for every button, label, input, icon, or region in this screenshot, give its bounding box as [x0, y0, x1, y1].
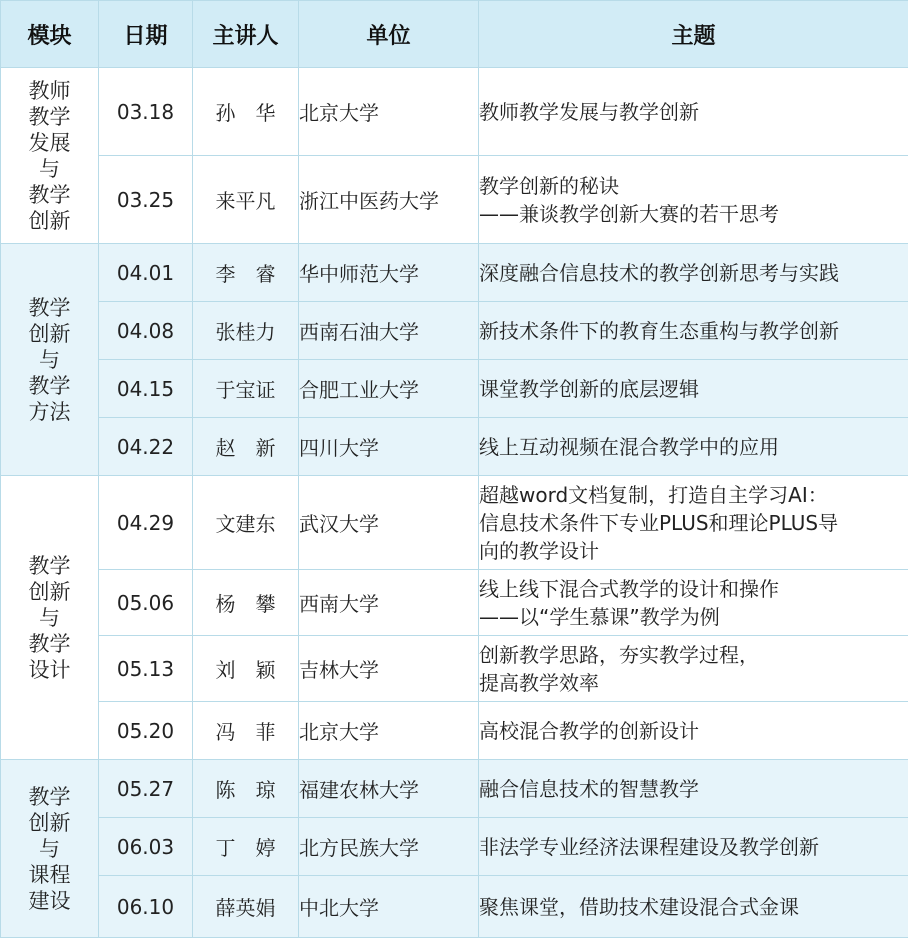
- date-cell: 04.08: [99, 302, 193, 360]
- module-name-line: 与: [1, 605, 98, 631]
- topic-cell: [479, 570, 908, 636]
- topic-cell: [479, 636, 908, 702]
- table-row: [1, 302, 908, 360]
- module-name-line: 与: [1, 347, 98, 373]
- module-name-line: 与: [1, 156, 98, 182]
- date-cell: 05.20: [99, 702, 193, 760]
- topic-line: 教师教学发展与教学创新: [479, 98, 908, 126]
- date-cell: 05.27: [99, 760, 193, 818]
- module-cell: [1, 476, 99, 760]
- topic-cell: [479, 760, 908, 818]
- module-name-line: 方法: [1, 399, 98, 425]
- speaker-cell: 丁 婷: [193, 818, 299, 876]
- topic-cell: [479, 476, 908, 570]
- date-cell: 04.29: [99, 476, 193, 570]
- topic-line: 融合信息技术的智慧教学: [479, 775, 908, 803]
- module-name-line: 教学: [1, 104, 98, 130]
- module-name-line: 教学: [1, 182, 98, 208]
- unit-cell: 北方民族大学: [299, 818, 479, 876]
- topic-cell: [479, 360, 908, 418]
- date-cell: 03.18: [99, 68, 193, 156]
- topic-line: 提高教学效率: [479, 669, 908, 697]
- module-name-line: 教学: [1, 295, 98, 321]
- table-row: [1, 360, 908, 418]
- module-name-line: 教师: [1, 78, 98, 104]
- table-row: [1, 418, 908, 476]
- unit-cell: 福建农林大学: [299, 760, 479, 818]
- speaker-cell: 李 睿: [193, 244, 299, 302]
- module-name-line: 教学: [1, 631, 98, 657]
- topic-line: 线上线下混合式教学的设计和操作: [479, 575, 908, 603]
- table-row: [1, 636, 908, 702]
- speaker-cell: 薛英娟: [193, 876, 299, 938]
- table-row: [1, 702, 908, 760]
- module-name-line: 与: [1, 836, 98, 862]
- table-row: [1, 876, 908, 938]
- date-cell: 05.13: [99, 636, 193, 702]
- topic-line: 新技术条件下的教育生态重构与教学创新: [479, 317, 908, 345]
- module-name-line: 发展: [1, 130, 98, 156]
- date-cell: 04.01: [99, 244, 193, 302]
- table-row: [1, 156, 908, 244]
- topic-line: 信息技术条件下专业PLUS和理论PLUS导: [479, 509, 908, 537]
- speaker-cell: 文建东: [193, 476, 299, 570]
- speaker-cell: 张桂力: [193, 302, 299, 360]
- header-topic: 主题: [479, 1, 908, 68]
- topic-cell: [479, 702, 908, 760]
- unit-cell: 北京大学: [299, 702, 479, 760]
- module-cell: [1, 68, 99, 244]
- schedule-body: [1, 68, 908, 938]
- date-cell: 06.10: [99, 876, 193, 938]
- topic-line: 向的教学设计: [479, 537, 908, 565]
- topic-cell: [479, 818, 908, 876]
- header-unit: 单位: [299, 1, 479, 68]
- speaker-cell: 杨 攀: [193, 570, 299, 636]
- table-row: [1, 476, 908, 570]
- module-name-line: 创新: [1, 579, 98, 605]
- table-row: [1, 570, 908, 636]
- table-row: [1, 818, 908, 876]
- unit-cell: 合肥工业大学: [299, 360, 479, 418]
- module-name-line: 创新: [1, 810, 98, 836]
- date-cell: 04.22: [99, 418, 193, 476]
- unit-cell: 四川大学: [299, 418, 479, 476]
- header-row: [1, 1, 908, 68]
- topic-line: 聚焦课堂，借助技术建设混合式金课: [479, 893, 908, 921]
- speaker-cell: 孙 华: [193, 68, 299, 156]
- unit-cell: 北京大学: [299, 68, 479, 156]
- speaker-cell: 赵 新: [193, 418, 299, 476]
- topic-line: 高校混合教学的创新设计: [479, 717, 908, 745]
- topic-line: ——兼谈教学创新大赛的若干思考: [479, 200, 908, 228]
- module-cell: [1, 760, 99, 938]
- unit-cell: 华中师范大学: [299, 244, 479, 302]
- unit-cell: 中北大学: [299, 876, 479, 938]
- speaker-cell: 陈 琼: [193, 760, 299, 818]
- date-cell: 03.25: [99, 156, 193, 244]
- module-name-line: 课程: [1, 862, 98, 888]
- table-row: [1, 244, 908, 302]
- speaker-cell: 冯 菲: [193, 702, 299, 760]
- module-name-line: 创新: [1, 321, 98, 347]
- date-cell: 04.15: [99, 360, 193, 418]
- module-name-line: 教学: [1, 784, 98, 810]
- date-cell: 05.06: [99, 570, 193, 636]
- topic-line: 教学创新的秘诀: [479, 172, 908, 200]
- unit-cell: 浙江中医药大学: [299, 156, 479, 244]
- topic-cell: [479, 68, 908, 156]
- header-speaker: 主讲人: [193, 1, 299, 68]
- topic-line: 超越word文档复制，打造自主学习AI：: [479, 481, 908, 509]
- topic-line: 线上互动视频在混合教学中的应用: [479, 433, 908, 461]
- unit-cell: 武汉大学: [299, 476, 479, 570]
- topic-line: 深度融合信息技术的教学创新思考与实践: [479, 259, 908, 287]
- unit-cell: 西南石油大学: [299, 302, 479, 360]
- unit-cell: 吉林大学: [299, 636, 479, 702]
- header-date: 日期: [99, 1, 193, 68]
- module-name-line: 建设: [1, 888, 98, 914]
- topic-cell: [479, 156, 908, 244]
- table-row: [1, 68, 908, 156]
- topic-cell: [479, 876, 908, 938]
- speaker-cell: 刘 颖: [193, 636, 299, 702]
- module-name-line: 教学: [1, 553, 98, 579]
- unit-cell: 西南大学: [299, 570, 479, 636]
- date-cell: 06.03: [99, 818, 193, 876]
- topic-line: ——以“学生慕课”教学为例: [479, 603, 908, 631]
- module-cell: [1, 244, 99, 476]
- topic-cell: [479, 244, 908, 302]
- table-row: [1, 760, 908, 818]
- topic-line: 创新教学思路，夯实教学过程，: [479, 641, 908, 669]
- speaker-cell: 来平凡: [193, 156, 299, 244]
- module-name-line: 创新: [1, 208, 98, 234]
- topic-cell: [479, 302, 908, 360]
- module-name-line: 设计: [1, 657, 98, 683]
- topic-line: 非法学专业经济法课程建设及教学创新: [479, 833, 908, 861]
- module-name-line: 教学: [1, 373, 98, 399]
- speaker-cell: 于宝证: [193, 360, 299, 418]
- topic-cell: [479, 418, 908, 476]
- topic-line: 课堂教学创新的底层逻辑: [479, 375, 908, 403]
- header-module: 模块: [1, 1, 99, 68]
